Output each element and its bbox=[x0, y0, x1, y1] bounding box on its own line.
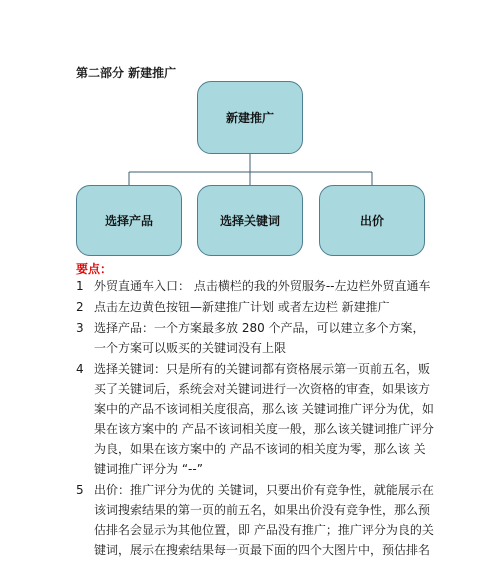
list-item-number: 2 bbox=[76, 300, 84, 314]
list-item-text: 出价：推广评分为优的 关键词，只要出价有竞争性，就能展示在该词搜索结果的第一页的前五名，如果出价没有竞争性，那么预估排名会显示为其他位置，即 产品没有推广；推广评分为良的关键词，展示在搜索结果每一页最下面的四个大图片中，预估排名 bbox=[94, 483, 434, 557]
list-item-number: 1 bbox=[76, 279, 84, 293]
list-item-number: 4 bbox=[76, 362, 84, 376]
list-item bbox=[76, 318, 436, 358]
diagram-node-select-keyword: 选择关键词 bbox=[197, 185, 303, 256]
list-item bbox=[76, 276, 436, 296]
list-item-number: 5 bbox=[76, 483, 84, 497]
list-item bbox=[76, 480, 436, 560]
diagram-node-select-product: 选择产品 bbox=[76, 185, 182, 256]
keypoints-heading: 要点： bbox=[76, 262, 113, 276]
keypoints-list bbox=[76, 276, 436, 561]
diagram-node-bid: 出价 bbox=[319, 185, 425, 256]
list-item-text: 点击左边黄色按钮—新建推广计划 或者左边栏 新建推广 bbox=[94, 300, 390, 314]
list-item-number: 3 bbox=[76, 321, 84, 335]
list-item bbox=[76, 359, 436, 479]
list-item bbox=[76, 297, 436, 317]
section-title: 第二部分 新建推广 bbox=[76, 66, 177, 80]
diagram-root-node: 新建推广 bbox=[197, 81, 303, 154]
list-item-text: 选择关键词：只是所有的关键词都有资格展示第一页前五名，贩买了关键词后，系统会对关键词进行一次资格的审查，如果该方案中的产品不该词相关度很高，那么该 关键词推广评分为优，如果在该方案中的 产品不该词相关度一般，那么该关键词推广评分为良，如果在该方案中的 产品不该词的相关度为零，那么该 关键词推广评分为 “--” bbox=[94, 362, 434, 476]
list-item-text: 选择产品：一个方案最多放 280 个产品，可以建立多个方案，一个方案可以贩买的关键词没有上限 bbox=[94, 321, 425, 355]
list-item-text: 外贸直通车入口： 点击横栏的我的外贸服务--左边栏外贸直通车 bbox=[94, 279, 431, 293]
